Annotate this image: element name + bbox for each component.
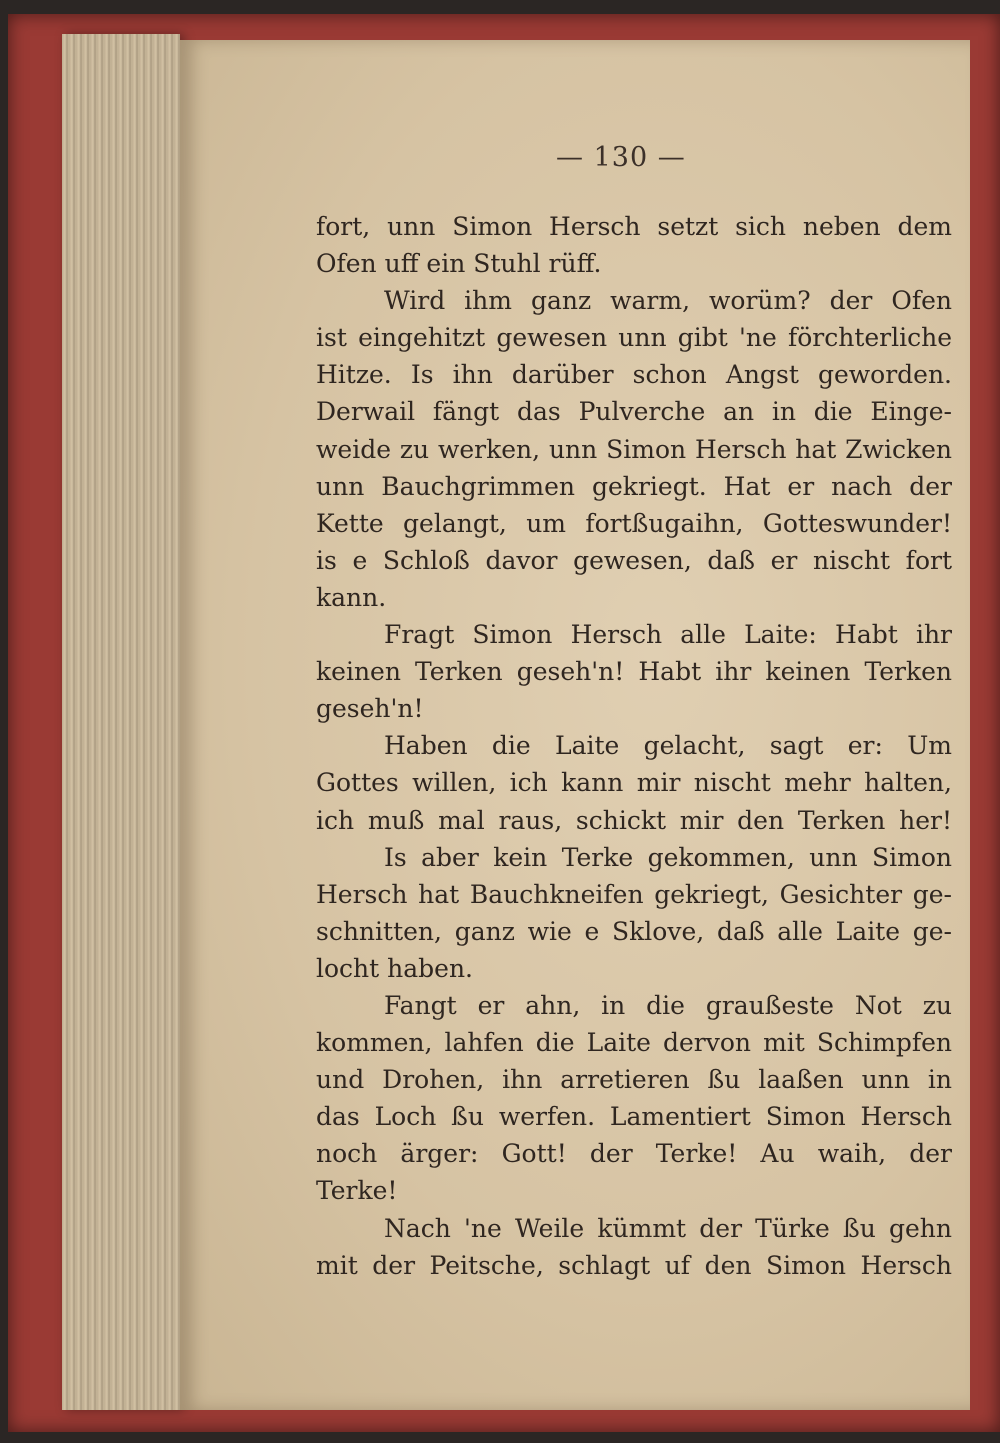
text-line: Haben die Laite gelacht, sagt er: Um [384,731,952,761]
text-line: und Drohen, ihn arretieren ßu laaßen unn in [316,1065,952,1095]
text-line: mit der Peitsche, schlagt uf den Simon Hersch [316,1250,952,1280]
text-line: Nach 'ne Weile kümmt der Türke ßu gehn [384,1213,952,1243]
body-text [316,208,952,1284]
text-line: Wird ihm ganz warm, worüm? der Ofen [384,286,952,316]
text-line: weide zu werken, unn Simon Hersch hat Zwicken [316,434,952,464]
text-line: ich muß mal raus, schickt mir den Terken her! [316,805,952,835]
text-line: Is aber kein Terke gekommen, unn Simon [384,842,952,872]
text-line: Terke! [316,1176,398,1206]
text-line: fort, unn Simon Hersch setzt sich neben dem [316,212,952,241]
text-line: kann. [316,582,387,612]
page-stack-edge [62,34,180,1410]
text-line: is e Schloß davor gewesen, daß er nischt fort [316,545,952,575]
page-number: — 130 — [556,142,686,173]
text-line: Hitze. Is ihn darüber schon Angst geworden. [316,360,952,390]
text-line: keinen Terken geseh'n! Habt ihr keinen Terken [316,657,952,687]
text-line: Hersch hat Bauchkneifen gekriegt, Gesichter ge- [316,879,952,909]
text-line: geseh'n! [316,694,424,724]
text-line: Fangt er ahn, in die graußeste Not zu [384,990,952,1020]
text-line: kommen, lahfen die Laite dervon mit Schimpfen [316,1028,952,1058]
text-line: ist eingehitzt gewesen unn gibt 'ne förchterliche [316,323,952,353]
text-line: schnitten, ganz wie e Sklove, daß alle Laite ge- [316,916,952,946]
text-line: locht haben. [316,953,473,983]
text-line: Gottes willen, ich kann mir nischt mehr halten, [316,768,952,798]
text-line: Ofen uff ein Stuhl rüff. [316,249,602,279]
text-line: unn Bauchgrimmen gekriegt. Hat er nach der [316,471,952,501]
text-line: Fragt Simon Hersch alle Laite: Habt ihr [384,620,952,650]
text-line: das Loch ßu werfen. Lamentiert Simon Hersch [316,1102,952,1132]
text-line: noch ärger: Gott! der Terke! Au waih, der [316,1139,952,1169]
text-line: Kette gelangt, um fortßugaihn, Gotteswunder! [316,508,952,538]
text-line: Derwail fängt das Pulverche an in die Einge- [316,397,952,427]
